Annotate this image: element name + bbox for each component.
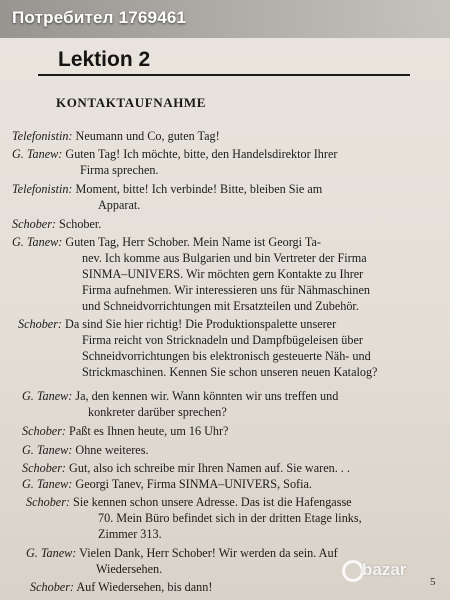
watermark-text: bazar (362, 560, 407, 579)
dialogue-text: Wiedersehen. (96, 562, 163, 576)
dialogue-text: Firma sprechen. (80, 163, 159, 177)
dialogue-text: 70. Mein Büro befindet sich in der dritten Etage links, (98, 511, 362, 525)
dialogue-entry (30, 579, 212, 595)
dialogue-text: nev. Ich komme aus Bulgarien und bin Vertreter der Firma (82, 251, 367, 265)
section-title: KONTAKTAUFNAHME (56, 95, 207, 110)
speaker-label: Schober: (22, 461, 66, 475)
dialogue-text: Neumann und Co, guten Tag! (75, 129, 220, 143)
speaker-label: Telefonistin: (12, 129, 73, 143)
dialogue-entry (22, 460, 350, 476)
title-rule (38, 74, 410, 76)
seller-banner (0, 0, 450, 38)
watermark-logo-icon (342, 560, 364, 582)
dialogue-entry (12, 181, 322, 197)
dialogue-entry (18, 316, 336, 332)
dialogue-entry (12, 216, 101, 232)
dialogue-entry (12, 234, 321, 250)
dialogue-text: Firma reicht von Stricknadeln und Dampfbügeleisen über (82, 333, 363, 347)
dialogue-text: Strickmaschinen. Kennen Sie schon unseren neuen Katalog? (82, 365, 378, 379)
dialogue-text: Zimmer 313. (98, 527, 162, 541)
dialogue-text: Auf Wiedersehen, bis dann! (76, 580, 213, 594)
dialogue-text: SINMA–UNIVERS. Wir möchten gern Kontakte zu Ihrer (82, 267, 364, 281)
dialogue-entry (22, 476, 312, 492)
speaker-label: G. Tanew: (22, 477, 73, 491)
dialogue-text: Moment, bitte! Ich verbinde! Bitte, bleiben Sie am (75, 182, 323, 196)
dialogue-text: Guten Tag, Herr Schober. Mein Name ist Georgi Ta- (65, 235, 321, 249)
dialogue-entry (22, 388, 338, 404)
speaker-label: Schober: (12, 217, 56, 231)
speaker-label: G. Tanew: (22, 443, 73, 457)
dialogue-entry (12, 146, 337, 162)
dialogue-text: Guten Tag! Ich möchte, bitte, den Handelsdirektor Ihrer (65, 147, 338, 161)
dialogue-entry (22, 423, 228, 439)
dialogue-text: konkreter darüber sprechen? (88, 405, 227, 419)
dialogue-text: Da sind Sie hier richtig! Die Produktionspalette unserer (65, 317, 337, 331)
dialogue-text: Ja, den kennen wir. Wann könnten wir uns treffen und (75, 389, 339, 403)
dialogue-entry (26, 494, 352, 510)
dialogue-text: Firma aufnehmen. Wir interessieren uns für Nähmaschinen (82, 283, 370, 297)
dialogue-text: Vielen Dank, Herr Schober! Wir werden da sein. Auf (79, 546, 338, 560)
dialogue-text: Gut, also ich schreibe mir Ihren Namen auf. Sie waren. . . (69, 461, 350, 475)
page-number: 5 (430, 576, 436, 588)
speaker-label: Schober: (18, 317, 62, 331)
speaker-label: Schober: (26, 495, 70, 509)
dialogue-text: Ohne weiteres. (75, 443, 149, 457)
dialogue-text: Sie kennen schon unsere Adresse. Das ist die Hafengasse (73, 495, 352, 509)
lesson-title: Lektion 2 (58, 48, 151, 71)
dialogue-text: Schober. (59, 217, 102, 231)
dialogue-entry (22, 442, 149, 458)
speaker-label: Schober: (30, 580, 74, 594)
speaker-label: Telefonistin: (12, 182, 73, 196)
seller-username[interactable]: Потребител 1769461 (12, 8, 187, 27)
speaker-label: G. Tanew: (12, 235, 63, 249)
dialogue-text: Paßt es Ihnen heute, um 16 Uhr? (69, 424, 229, 438)
dialogue-text: Schneidvorrichtungen bis elektronisch gesteuerte Näh- und (82, 349, 371, 363)
speaker-label: G. Tanew: (12, 147, 63, 161)
site-watermark (340, 552, 440, 590)
speaker-label: G. Tanew: (22, 389, 73, 403)
speaker-label: G. Tanew: (26, 546, 77, 560)
speaker-label: Schober: (22, 424, 66, 438)
dialogue-text: und Schneidvorrichtungen mit Ersatzteilen und Zubehör. (82, 299, 359, 313)
dialogue-entry (26, 545, 338, 561)
dialogue-entry (12, 128, 220, 144)
dialogue-text: Apparat. (98, 198, 141, 212)
dialogue-text: Georgi Tanev, Firma SINMA–UNIVERS, Sofia. (75, 477, 312, 491)
